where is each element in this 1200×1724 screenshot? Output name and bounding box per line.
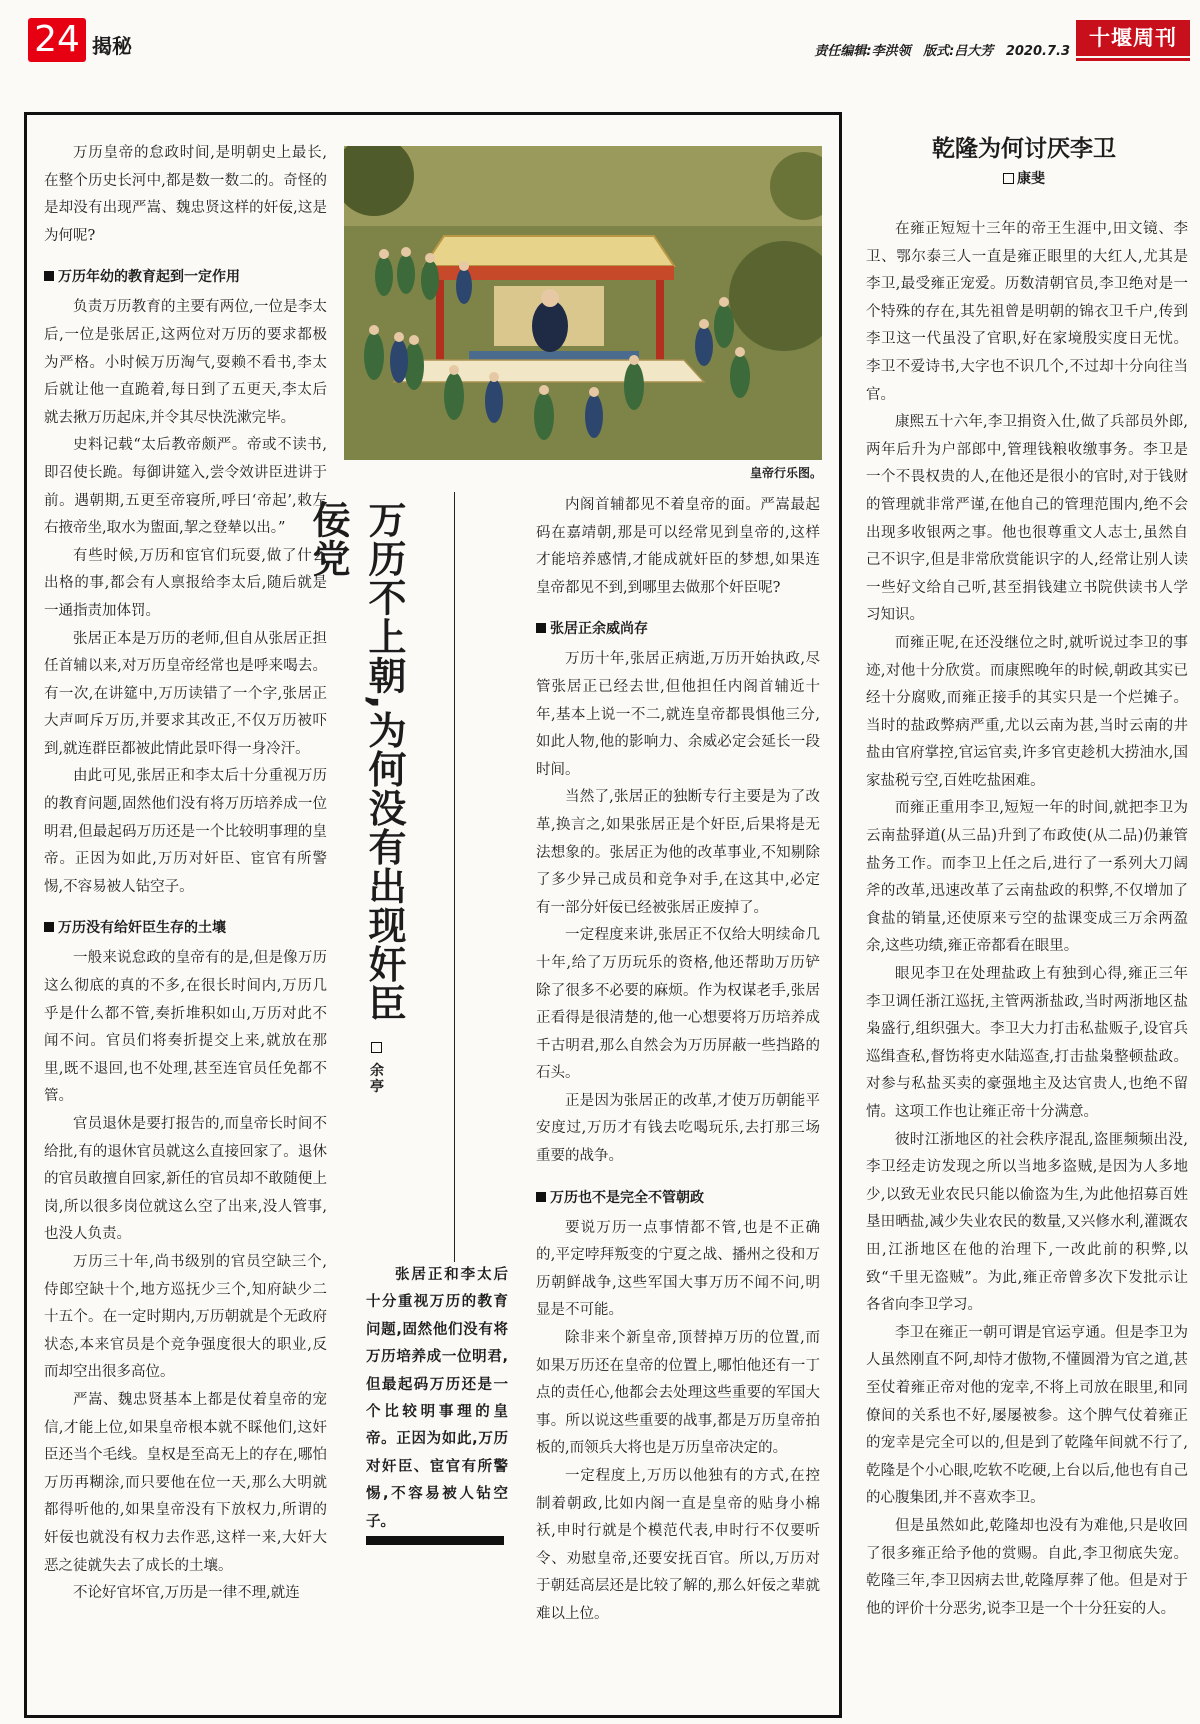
paragraph: 康熙五十六年,李卫捐资入仕,做了兵部员外郎,两年后升为户部郎中,管理钱粮收缴事务。李卫是一个不畏权贵的人,在他还是很小的官时,对于钱财的管理就非常严谨,在他自己的管理范围内,绝不会出现多收银两之事。他也很尊重文人志士,虽然自己不识字,但是非常欣赏能识字的人,经常让别人读一些好文给自己听,甚至捐钱建立书院供读书人学习知识。 bbox=[866, 414, 1188, 624]
article-headline: 万历不上朝,为何没有出现奸臣佞党 bbox=[306, 500, 406, 1023]
subheading: 张居正余威尚存 bbox=[536, 618, 820, 640]
paragraph: 严嵩、魏忠贤基本上都是仗着皇帝的宠信,才能上位,如果皇帝根本就不睬他们,这奸臣还当个毛线。皇权是至高无上的存在,哪怕万历再糊涂,而只要他在位一天,那么大明就都得听他的,如果皇帝没有下放权力,所谓的奸佞也就没有权力去作恶,这样一来,大奸大恶之徒就失去了成长的土壤。 bbox=[44, 1391, 327, 1574]
paragraph: 不论好官坏官,万历是一律不理,就连 bbox=[73, 1585, 300, 1602]
layout-credit: 版式:吕大芳 bbox=[923, 44, 994, 59]
pull-quote: 张居正和李太后十分重视万历的教育问题,固然他们没有将万历培养成一位明君,但最起码万历还是一个比较明事理的皇帝。正因为如此,万历对奸臣、宦官有所警惕,不容易被人钻空子。 bbox=[366, 1267, 508, 1530]
paragraph: 在雍正短短十三年的帝王生涯中,田文镜、李卫、鄂尔泰三人一直是雍正眼里的大红人,尤其是李卫,最受雍正宠爱。历数清朝官员,李卫绝对是一个特殊的存在,其先祖曾是明朝的锦衣卫千户,传到李卫这一代虽没了官职,好在家境殷实度日无忧。李卫不爱诗书,大字也不识几个,不过却十分向往当官。 bbox=[866, 221, 1188, 403]
sidebar-headline: 乾隆为何讨厌李卫 bbox=[932, 136, 1116, 162]
section-label: 揭秘 bbox=[92, 34, 132, 58]
subheading: 万历也不是完全不管朝政 bbox=[536, 1187, 820, 1209]
paragraph: 万历十年,张居正病逝,万历开始执政,尽管张居正已经去世,但他担任内阁首辅近十年,基本上说一不二,就连皇帝都畏惧他三分,如此人物,他的影响力、余威必定会延长一段时间。 bbox=[536, 651, 820, 778]
paragraph: 而雍正呢,在还没继位之时,就听说过李卫的事迹,对他十分欣赏。而康熙晚年的时候,朝政其实已经十分腐败,而雍正接手的其实只是一个烂摊子。当时的盐政弊病严重,尤以云南为甚,当时云南的井盐由官府掌控,官运官卖,许多官吏趁机大捞油水,国家盐税亏空,百姓吃盐困难。 bbox=[866, 634, 1188, 789]
paragraph: 负责万历教育的主要有两位,一位是李太后,一位是张居正,这两位对万历的要求都极为严格。小时候万历淘气,耍赖不看书,李太后就让他一直跪着,每日到了五更天,李太后就去揪万历起床,并令其尽快洗漱完毕。 bbox=[44, 299, 327, 426]
paragraph: 一般来说怠政的皇帝有的是,但是像万历这么彻底的真的不多,在很长时间内,万历几乎是什么都不管,奏折堆积如山,万历对此不闻不问。官员们将奏折提交上来,就放在那里,既不退回,也不处理,甚至连官员任免都不管。 bbox=[44, 950, 327, 1105]
issue-date: 2020.7.3 bbox=[1005, 44, 1070, 59]
pull-quote-bar bbox=[366, 1536, 504, 1545]
paragraph: 李卫在雍正一朝可谓是官运亨通。但是李卫为人虽然刚直不阿,却恃才傲物,不懂圆滑为官之道,甚至仗着雍正帝对他的宠幸,不将上司放在眼里,和同僚间的关系也不好,屡屡被参。这个脾气仗着雍正的宠幸是完全可以的,但是到了乾隆年间就不行了,乾隆是个小心眼,吃软不吃硬,上台以后,他也有自己的心腹集团,并不喜欢李卫。 bbox=[866, 1324, 1188, 1507]
page-number: 24 bbox=[28, 18, 86, 62]
paragraph: 但是虽然如此,乾隆却也没有为难他,只是收回了很多雍正给予他的赏赐。自此,李卫彻底失宠。乾隆三年,李卫因病去世,乾隆厚葬了他。但是对于他的评价十分恶劣,说李卫是一个十分狂妄的人。 bbox=[866, 1517, 1188, 1617]
article-column-1 bbox=[44, 140, 327, 1608]
photo-caption: 皇帝行乐图。 bbox=[749, 466, 822, 480]
column-divider bbox=[454, 492, 455, 1262]
newspaper-brand-logo: 十堰周刊 bbox=[1076, 20, 1190, 56]
paragraph: 彼时江浙地区的社会秩序混乱,盗匪频频出没,李卫经走访发现之所以当地多盗贼,是因为人多地少,以致无业农民只能以偷盗为生,为此他招募百姓垦田晒盐,减少失业农民的数量,又兴修水利,灌溉农田,江浙地区在他的治理下,一改此前的积弊,以致“千里无盗贼”。为此,雍正帝曾多次下发批示让各省向李卫学习。 bbox=[866, 1131, 1188, 1314]
paragraph: 要说万历一点事情都不管,也是不正确的,平定哱拜叛变的宁夏之战、播州之役和万历朝鲜战争,这些军国大事万历不闻不问,明显是不可能。 bbox=[536, 1219, 820, 1319]
subheading: 万历没有给奸臣生存的土壤 bbox=[44, 917, 327, 939]
intro-paragraph: 万历皇帝的怠政时间,是明朝史上最长,在整个历史长河中,都是数一数二的。奇怪的是却没有出现严嵩、魏忠贤这样的奸佞,这是为何呢? bbox=[44, 145, 327, 244]
paragraph: 当然了,张居正的独断专行主要是为了改革,换言之,如果张居正是个奸臣,后果将是无法想象的。张居正为他的改革事业,不知剔除了多少异己成员和竞争对手,在这其中,必定有一部分奸佞已经被张居正废掉了。 bbox=[536, 789, 820, 916]
square-bullet-icon bbox=[536, 1192, 546, 1202]
paragraph: 除非来个新皇帝,顶替掉万历的位置,而如果万历还在皇帝的位置上,哪怕他还有一丁点的责任心,他都会去处理这些重要的军国大事。所以说这些重要的战事,都是万历皇帝拍板的,而领兵大将也是万历皇帝决定的。 bbox=[536, 1330, 820, 1457]
credits-line bbox=[806, 40, 1070, 59]
author-box-icon bbox=[1003, 173, 1014, 184]
square-bullet-icon bbox=[44, 271, 54, 281]
brand-underline bbox=[1076, 58, 1190, 61]
sidebar-column bbox=[866, 216, 1188, 1623]
paragraph: 一定程度来讲,张居正不仅给大明续命几十年,给了万历玩乐的资格,他还帮助万历铲除了很多不必要的麻烦。作为权谋老手,张居正看得是很清楚的,他一心想要将万历培养成千古明君,那么自然会为万历屏蔽一些挡路的石头。 bbox=[536, 927, 820, 1082]
article-byline: 余亭 bbox=[366, 1042, 386, 1095]
paragraph: 正是因为张居正的改革,才使万历朝能平安度过,万历才有钱去吃喝玩乐,去打那三场重要的战争。 bbox=[536, 1092, 820, 1165]
paragraph: 官员退休是要打报告的,而皇帝长时间不给批,有的退休官员就这么直接回家了。退休的官员敢擅自回家,新任的官员却不敢随便上岗,所以很多岗位就这么空了出来,没人管事,也没人负责。 bbox=[44, 1116, 327, 1243]
paragraph: 眼见李卫在处理盐政上有独到心得,雍正三年李卫调任浙江巡抚,主管两浙盐政,当时两浙地区盐枭盛行,组织强大。李卫大力打击私盐贩子,设官兵巡缉查私,督饬将吏水陆巡查,打击盐枭整顿盐政。对参与私盐买卖的豪强地主及达官贵人,也绝不留情。这项工作也让雍正帝十分满意。 bbox=[866, 966, 1188, 1120]
paragraph: 张居正本是万历的老师,但自从张居正担任首辅以来,对万历皇帝经常也是呼来喝去。有一次,在讲筵中,万历读错了一个字,张居正大声呵斥万历,并要求其改正,不仅万历被吓到,就连群臣都被此情此景吓得一身冷汗。 bbox=[44, 630, 327, 757]
article-column-2 bbox=[536, 492, 820, 1629]
sidebar-byline: 康斐 bbox=[852, 168, 1196, 188]
article-photo-emperor-painting bbox=[344, 146, 822, 460]
paragraph: 史料记载“太后教帝颇严。帝或不读书,即召使长跪。每御讲筵入,尝令效讲臣进讲于前。遇朝期,五更至帝寝所,呼曰‘帝起’,敕左右掖帝坐,取水为盥面,挈之登辇以出。” bbox=[44, 437, 327, 537]
subheading: 万历年幼的教育起到一定作用 bbox=[44, 266, 327, 288]
paragraph: 内阁首辅都见不着皇帝的面。严嵩最起码在嘉靖朝,那是可以经常见到皇帝的,这样才能培养感情,才能成就奸臣的梦想,如果连皇帝都见不到,到哪里去做那个奸臣呢? bbox=[536, 497, 820, 596]
paragraph: 万历三十年,尚书级别的官员空缺三个,侍郎空缺十个,地方巡抚少三个,知府缺少二十五个。在一定时期内,万历朝就是个无政府状态,本来官员是个竞争强度很大的职业,反而却空出很多高位。 bbox=[44, 1253, 327, 1381]
paragraph: 有些时候,万历和宦官们玩耍,做了什么出格的事,都会有人禀报给李太后,随后就是一通指责加体罚。 bbox=[44, 547, 327, 619]
paragraph: 由此可见,张居正和李太后十分重视万历的教育问题,固然他们没有将万历培养成一位明君,但最起码万历还是一个比较明事理的皇帝。正因为如此,万历对奸臣、宦官有所警惕,不容易被人钻空子。 bbox=[44, 768, 327, 895]
paragraph: 一定程度上,万历以他独有的方式,在控制着朝政,比如内阁一直是皇帝的贴身小棉袄,申时行就是个模范代表,申时行不仅要听令、劝慰皇帝,还要安抚百官。所以,万历对于朝廷高层还是比较了解的,那么奸佞之辈就难以上位。 bbox=[536, 1468, 820, 1622]
square-bullet-icon bbox=[44, 922, 54, 932]
editor-credit: 责任编辑:李洪领 bbox=[814, 44, 911, 59]
square-bullet-icon bbox=[536, 623, 546, 633]
author-box-icon bbox=[371, 1042, 382, 1053]
paragraph: 而雍正重用李卫,短短一年的时间,就把李卫为云南盐驿道(从三品)升到了布政使(从二品)仍兼管盐务工作。而李卫上任之后,进行了一系列大刀阔斧的改革,迅速改革了云南盐政的积弊,不仅增加了食盐的销量,还使原来亏空的盐课变成三万余两盈余,这些功绩,雍正帝都看在眼里。 bbox=[866, 800, 1188, 955]
